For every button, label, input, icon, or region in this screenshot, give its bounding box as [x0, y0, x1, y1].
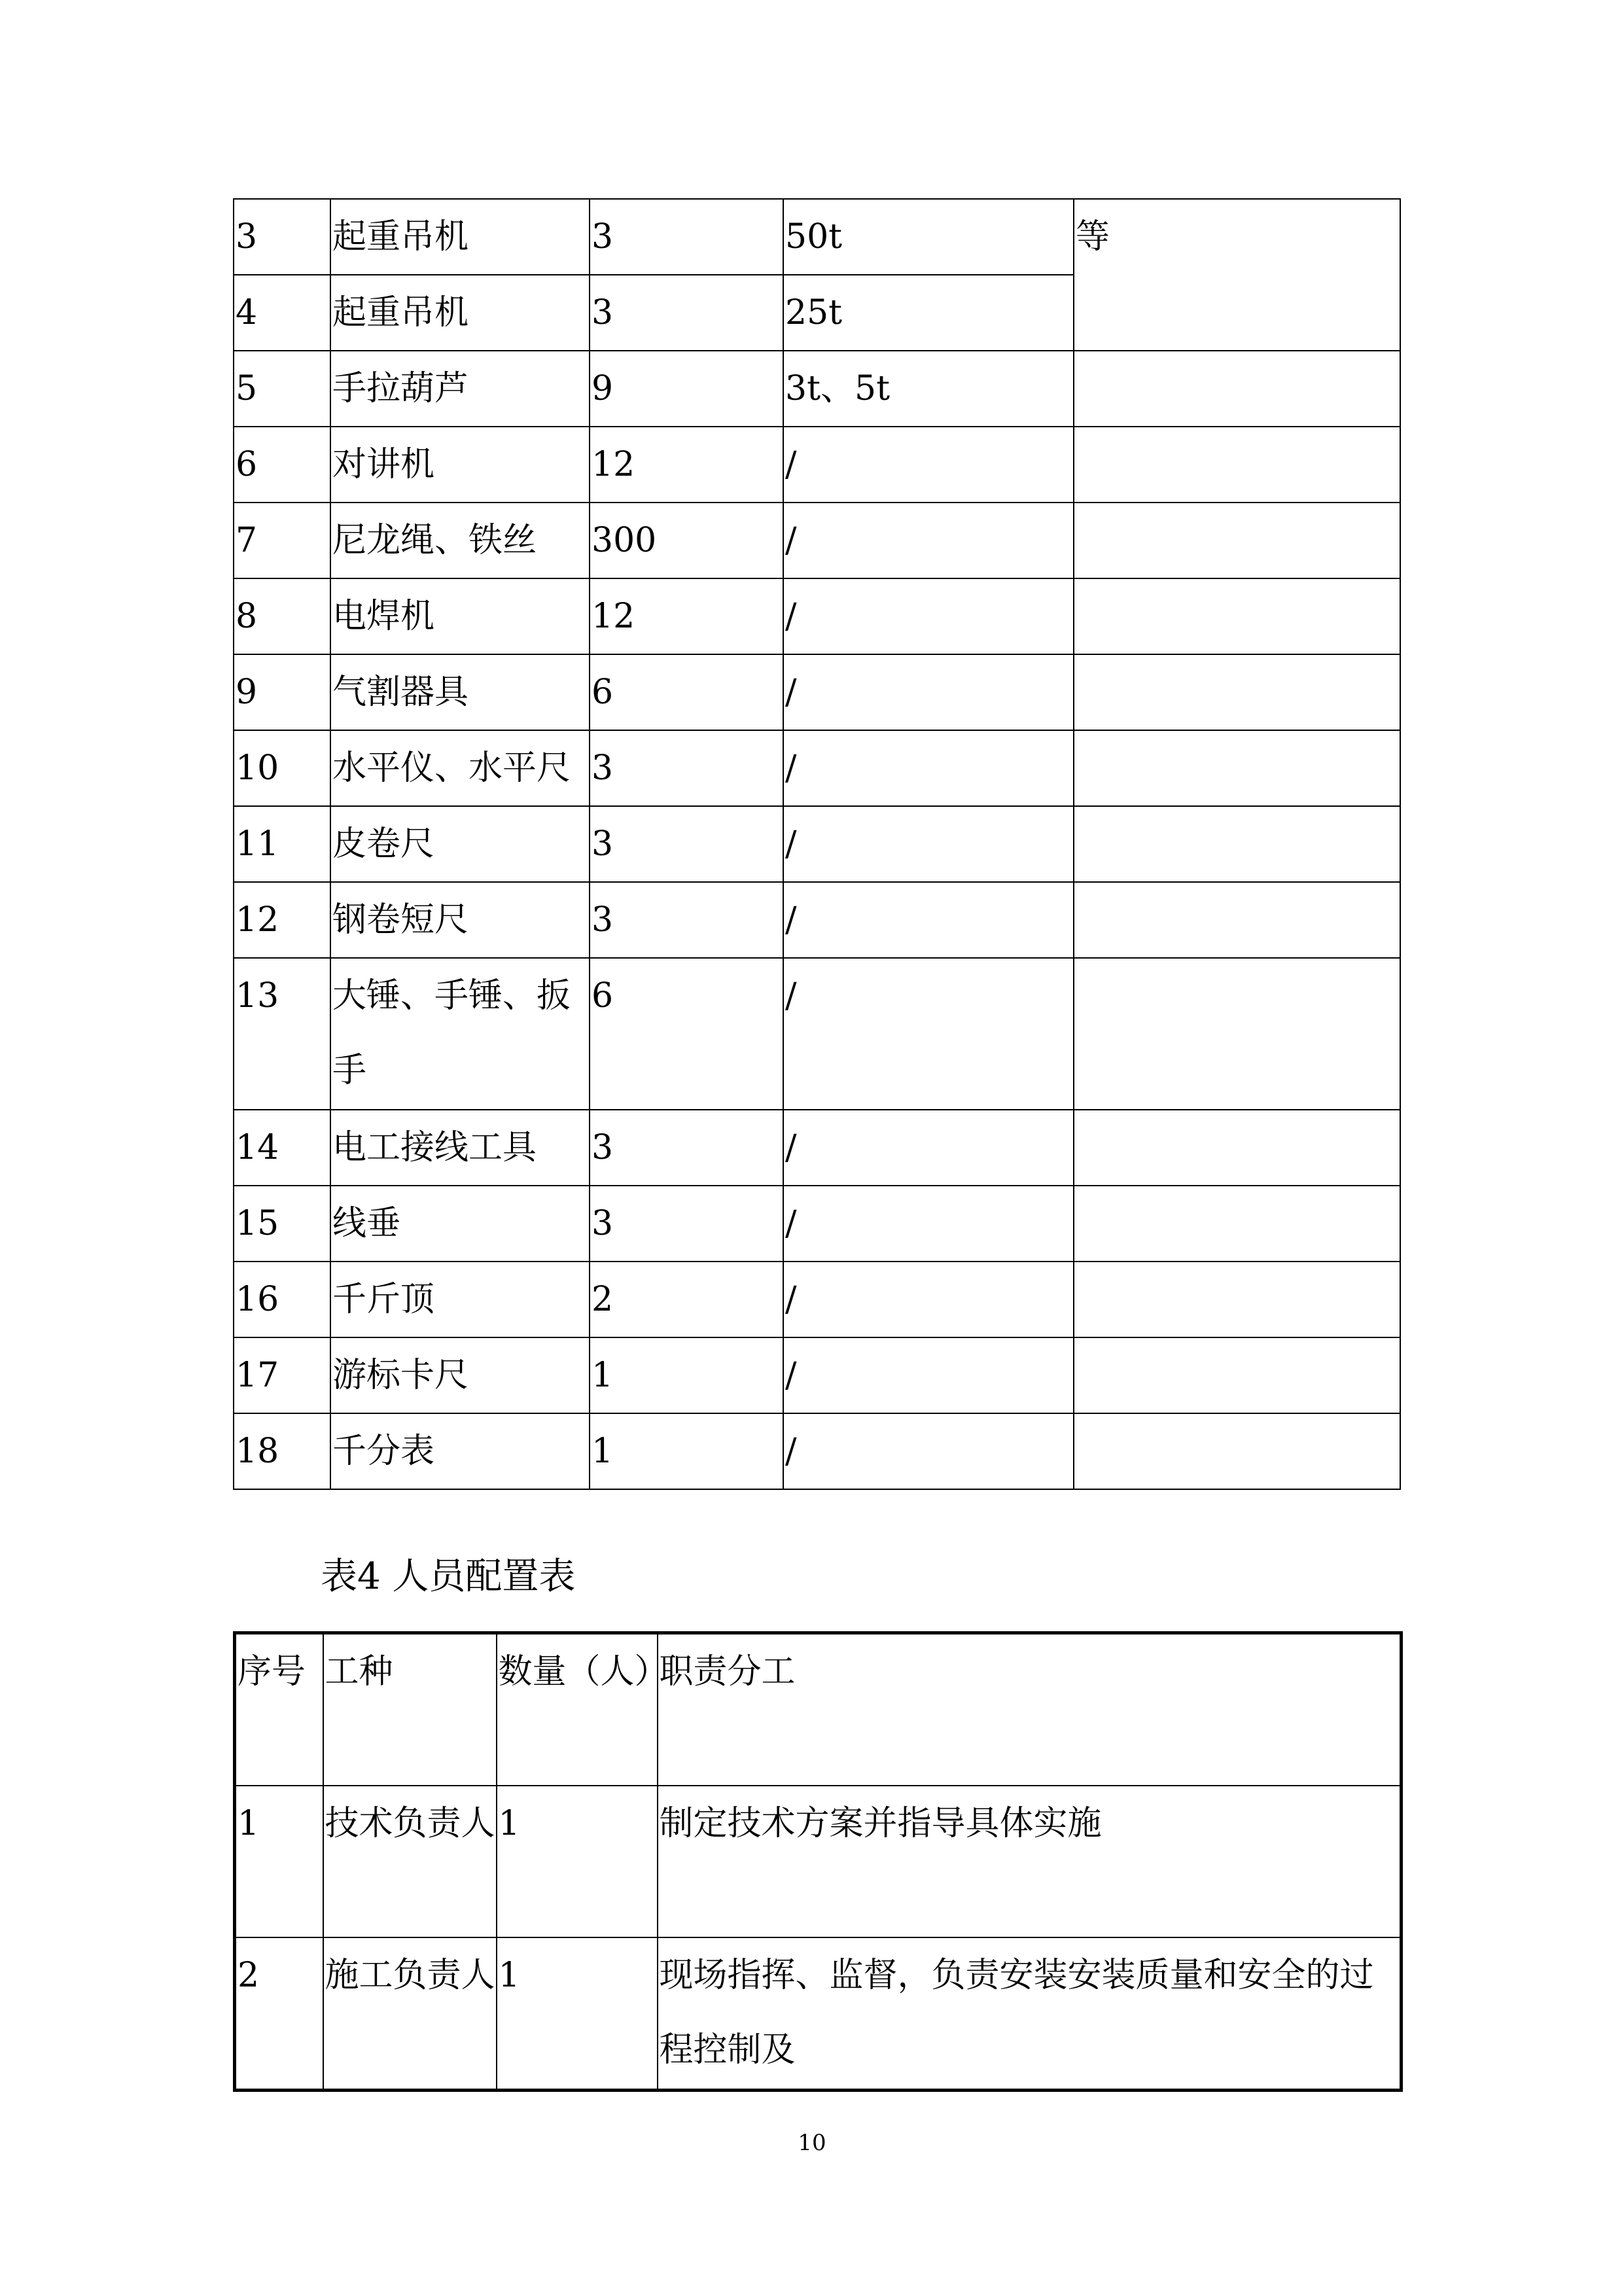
tool-spec: / — [783, 578, 1074, 654]
tool-quantity: 3 — [590, 730, 783, 806]
tool-name: 电工接线工具 — [330, 1110, 590, 1186]
table-row — [234, 806, 1400, 882]
tool-spec: / — [783, 1337, 1074, 1413]
tool-spec: / — [783, 654, 1074, 730]
tool-spec: / — [783, 958, 1074, 1110]
table-row — [234, 730, 1400, 806]
tool-name: 对讲机 — [330, 427, 590, 503]
table-row — [234, 958, 1400, 1110]
tool-spec: / — [783, 1262, 1074, 1337]
row-number: 10 — [234, 730, 330, 806]
tool-quantity: 3 — [590, 275, 783, 351]
tool-name: 电焊机 — [330, 578, 590, 654]
tool-name: 钢卷短尺 — [330, 882, 590, 958]
tool-quantity: 9 — [590, 351, 783, 427]
row-number: 11 — [234, 806, 330, 882]
tool-name: 手拉葫芦 — [330, 351, 590, 427]
row-number: 2 — [235, 1937, 323, 2091]
tool-remark — [1074, 503, 1400, 578]
tool-name: 线垂 — [330, 1186, 590, 1262]
tool-remark — [1074, 578, 1400, 654]
staff-type: 施工负责人 — [323, 1937, 497, 2091]
tool-quantity: 12 — [590, 427, 783, 503]
tool-spec: 50t — [783, 199, 1074, 275]
table-row — [234, 1186, 1400, 1262]
tool-name: 游标卡尺 — [330, 1337, 590, 1413]
tool-quantity: 3 — [590, 1186, 783, 1262]
tool-quantity: 3 — [590, 1110, 783, 1186]
page-number: 10 — [798, 2130, 826, 2156]
tool-spec: / — [783, 1413, 1074, 1489]
table-row — [234, 1413, 1400, 1489]
staff-duty: 现场指挥、监督，负责安装安装质量和安全的过程控制及 — [658, 1937, 1402, 2091]
row-number: 18 — [234, 1413, 330, 1489]
table-row — [235, 1937, 1402, 2091]
table-row — [234, 654, 1400, 730]
staff-quantity: 1 — [497, 1786, 658, 1937]
tool-name: 皮卷尺 — [330, 806, 590, 882]
row-number: 13 — [234, 958, 330, 1110]
tool-quantity: 1 — [590, 1413, 783, 1489]
table-row — [234, 1262, 1400, 1337]
table-row — [234, 427, 1400, 503]
column-header-duty: 职责分工 — [658, 1633, 1402, 1786]
tool-remark — [1074, 882, 1400, 958]
tool-remark — [1074, 1337, 1400, 1413]
staff-type: 技术负责人 — [323, 1786, 497, 1937]
table-caption: 表4 人员配置表 — [321, 1555, 576, 1598]
row-number: 1 — [235, 1786, 323, 1937]
tool-spec: / — [783, 503, 1074, 578]
tool-name: 大锤、手锤、扳手 — [330, 958, 590, 1110]
table-row — [234, 1110, 1400, 1186]
row-number: 12 — [234, 882, 330, 958]
row-number: 15 — [234, 1186, 330, 1262]
table-row — [234, 503, 1400, 578]
tool-quantity: 6 — [590, 958, 783, 1110]
tool-name: 起重吊机 — [330, 199, 590, 275]
tool-spec: / — [783, 882, 1074, 958]
tool-spec: / — [783, 427, 1074, 503]
tool-remark — [1074, 1110, 1400, 1186]
table-row — [234, 578, 1400, 654]
row-number: 8 — [234, 578, 330, 654]
row-number: 5 — [234, 351, 330, 427]
row-number: 7 — [234, 503, 330, 578]
table-row — [234, 351, 1400, 427]
tool-remark — [1074, 730, 1400, 806]
tool-remark: 等 — [1074, 199, 1400, 351]
tool-remark — [1074, 654, 1400, 730]
tool-quantity: 2 — [590, 1262, 783, 1337]
tool-name: 千分表 — [330, 1413, 590, 1489]
row-number: 3 — [234, 199, 330, 275]
tool-remark — [1074, 1186, 1400, 1262]
row-number: 6 — [234, 427, 330, 503]
tool-remark — [1074, 1262, 1400, 1337]
tool-name: 气割器具 — [330, 654, 590, 730]
tool-quantity: 12 — [590, 578, 783, 654]
tool-remark — [1074, 351, 1400, 427]
tool-remark — [1074, 958, 1400, 1110]
row-number: 16 — [234, 1262, 330, 1337]
tool-quantity: 3 — [590, 882, 783, 958]
tool-quantity: 1 — [590, 1337, 783, 1413]
tool-remark — [1074, 1413, 1400, 1489]
staff-duty: 制定技术方案并指导具体实施 — [658, 1786, 1402, 1937]
tool-quantity: 3 — [590, 806, 783, 882]
row-number: 17 — [234, 1337, 330, 1413]
tool-spec: / — [783, 730, 1074, 806]
tool-spec: / — [783, 1186, 1074, 1262]
tool-spec: 3t、5t — [783, 351, 1074, 427]
tool-name: 千斤顶 — [330, 1262, 590, 1337]
staff-quantity: 1 — [497, 1937, 658, 2091]
table-header-row — [235, 1633, 1402, 1786]
table-row — [234, 199, 1400, 275]
table-row — [235, 1786, 1402, 1937]
staff-table — [233, 1631, 1403, 2092]
table-row — [234, 1337, 1400, 1413]
column-header-no: 序号 — [235, 1633, 323, 1786]
row-number: 9 — [234, 654, 330, 730]
tools-table — [233, 198, 1401, 1490]
tool-quantity: 3 — [590, 199, 783, 275]
tool-remark — [1074, 427, 1400, 503]
tool-name: 水平仪、水平尺 — [330, 730, 590, 806]
tool-quantity: 300 — [590, 503, 783, 578]
tool-remark — [1074, 806, 1400, 882]
row-number: 14 — [234, 1110, 330, 1186]
tool-name: 尼龙绳、铁丝 — [330, 503, 590, 578]
table-row — [234, 882, 1400, 958]
tool-spec: 25t — [783, 275, 1074, 351]
column-header-qty: 数量（人） — [497, 1633, 658, 1786]
column-header-type: 工种 — [323, 1633, 497, 1786]
tool-spec: / — [783, 806, 1074, 882]
tool-quantity: 6 — [590, 654, 783, 730]
row-number: 4 — [234, 275, 330, 351]
tool-spec: / — [783, 1110, 1074, 1186]
tool-name: 起重吊机 — [330, 275, 590, 351]
